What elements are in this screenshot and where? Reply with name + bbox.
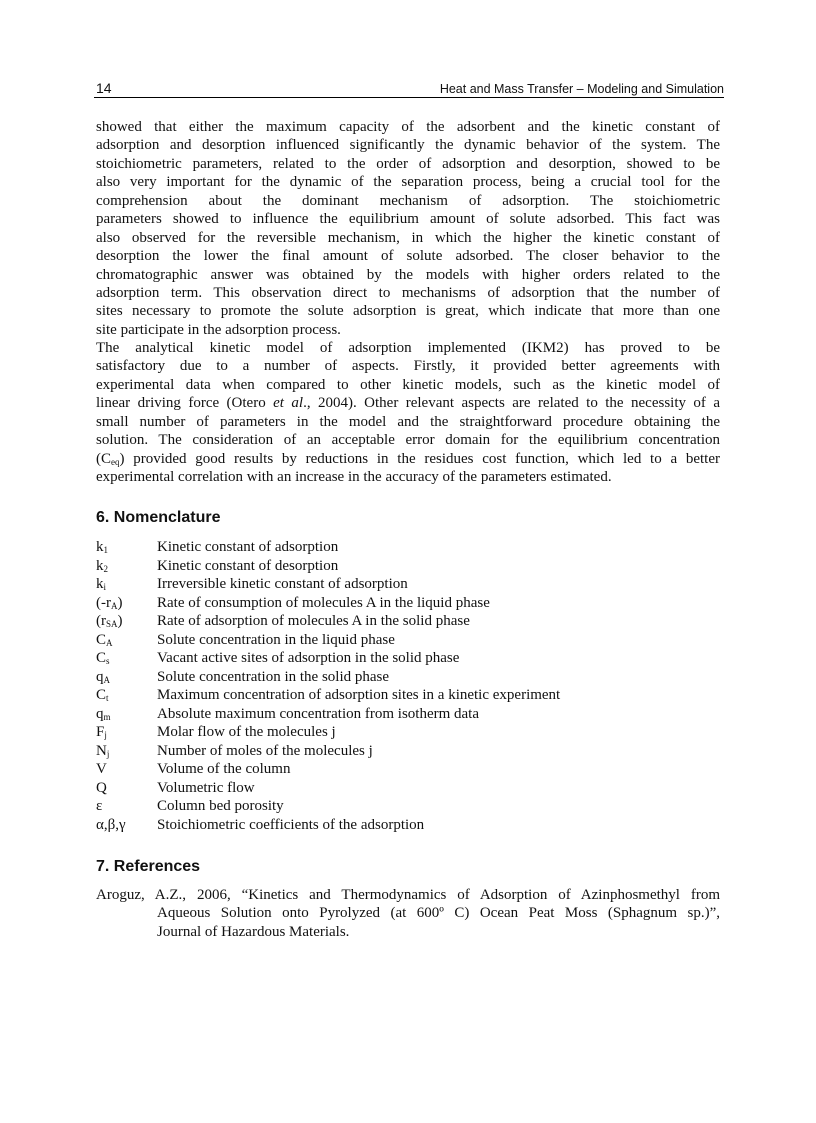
symbol-description: Maximum concentration of adsorption sites in a kinetic experiment xyxy=(157,687,561,703)
text-line xyxy=(96,431,720,449)
symbol-base: C xyxy=(96,650,107,666)
text-segment: showed that either the maximum capacity of the adsorbent and the kinetic constant of xyxy=(96,119,720,135)
reference-entry xyxy=(96,886,720,941)
text-line xyxy=(96,284,720,302)
nomenclature-item xyxy=(96,779,560,798)
text-line xyxy=(96,266,720,284)
symbol-base: V xyxy=(96,761,107,777)
text-line xyxy=(96,394,720,412)
header-rule xyxy=(94,97,724,98)
nomenclature-item xyxy=(96,760,560,779)
symbol-base: ε xyxy=(96,798,103,814)
symbol-base: (r xyxy=(96,613,106,629)
page-number: 14 xyxy=(96,80,112,96)
symbol-description: Volume of the column xyxy=(157,761,291,777)
symbol-base: q xyxy=(96,668,104,685)
symbol-subscript: A xyxy=(111,600,118,611)
text-segment: linear driving force (Otero xyxy=(96,395,274,412)
text-line xyxy=(96,376,720,394)
symbol-subscript: i xyxy=(103,582,107,592)
symbol-subscript: j xyxy=(104,730,107,740)
text-segment: adsorption term. This observation direct to mechanisms of adsorption that the number of xyxy=(96,284,720,301)
symbol-tail: ) xyxy=(117,613,123,629)
symbol-description: Absolute maximum concentration from isotherm data xyxy=(157,705,480,722)
text-line xyxy=(96,413,720,431)
nomenclature-item xyxy=(96,816,560,835)
text-line xyxy=(96,136,720,154)
nomenclature-item xyxy=(96,723,560,742)
reference-line: Aqueous Solution onto Pyrolyzed (at 600º C) Ocean Peat Moss (Sphagnum sp.)”, xyxy=(157,905,720,922)
nomenclature-item xyxy=(96,686,560,705)
symbol-description: Molar flow of the molecules j xyxy=(157,724,336,740)
symbol-description: Solute concentration in the liquid phase xyxy=(157,631,395,648)
symbol-subscript: 1 xyxy=(103,545,108,555)
reference-line: Journal of Hazardous Materials. xyxy=(157,923,350,940)
symbol-description: Rate of consumption of molecules A in the liquid phase xyxy=(157,594,490,611)
text-line xyxy=(96,118,720,136)
text-segment: also observed for the reversible mechanism, in which the higher the kinetic constant of xyxy=(96,229,720,246)
nomenclature-item xyxy=(96,705,560,724)
text-segment: experimental correlation with an increase in the accuracy of the parameters estimated. xyxy=(96,469,612,486)
symbol xyxy=(96,557,157,576)
subscript: eq xyxy=(111,456,120,467)
text-segment: stoichiometric parameters, related to the order of adsorption and desorption, showed to be xyxy=(96,155,720,172)
text-segment: satisfactory due to a number of aspects. Firstly, it provided better agreements with xyxy=(96,358,720,375)
nomenclature-list xyxy=(96,538,560,834)
section-heading-references: 7. References xyxy=(96,858,201,875)
symbol-description: Solute concentration in the solid phase xyxy=(157,668,390,685)
text-segment: also very important for the dynamic of the separation process, being a crucial tool for the xyxy=(96,174,720,191)
symbol xyxy=(96,760,157,779)
symbol xyxy=(96,723,157,742)
nomenclature-item xyxy=(96,797,560,816)
symbol xyxy=(96,686,157,705)
nomenclature-item xyxy=(96,612,560,631)
nomenclature-item xyxy=(96,538,560,557)
nomenclature-item xyxy=(96,594,560,613)
nomenclature-item xyxy=(96,557,560,576)
text-segment: desorption the lower the final amount of solute adsorbed. The closer behavior to the xyxy=(96,248,720,265)
text-line xyxy=(96,229,720,247)
symbol-subscript: A xyxy=(103,674,110,685)
text-segment: parameters showed to influence the equilibrium amount of solute adsorbed. This fact was xyxy=(96,211,720,228)
text-segment: sites necessary to promote the solute adsorption is great, which indicate that more than one xyxy=(96,303,720,320)
body-paragraph xyxy=(96,339,720,487)
symbol xyxy=(96,705,157,724)
symbol-base: k xyxy=(96,539,104,555)
symbol-description: Number of moles of the molecules j xyxy=(157,742,373,759)
text-line xyxy=(96,192,720,210)
text-line xyxy=(96,450,720,468)
symbol-description: Rate of adsorption of molecules A in the solid phase xyxy=(157,613,470,629)
text-line xyxy=(96,339,720,357)
symbol-tail: ) xyxy=(117,594,123,611)
symbol xyxy=(96,742,157,761)
text-line xyxy=(96,247,720,265)
running-title: Heat and Mass Transfer – Modeling and Simulation xyxy=(439,82,724,96)
symbol-subscript: SA xyxy=(106,619,118,629)
symbol-description: Column bed porosity xyxy=(157,798,284,814)
reference-list xyxy=(96,886,720,941)
text-line xyxy=(96,210,720,228)
text-segment: site participate in the adsorption process. xyxy=(96,321,341,338)
nomenclature-item xyxy=(96,575,560,594)
symbol-base: N xyxy=(96,742,107,759)
text-line xyxy=(96,302,720,320)
text-segment: (C xyxy=(96,450,111,467)
section-heading-nomenclature: 6. Nomenclature xyxy=(96,509,221,526)
symbol xyxy=(96,575,157,594)
symbol-subscript: j xyxy=(106,748,110,759)
text-segment: ) provided good results by reductions in the residues cost function, which led to a better xyxy=(119,450,720,467)
symbol-base: k xyxy=(96,576,104,592)
symbol-base: α,β,γ xyxy=(96,816,126,833)
symbol-description: Vacant active sites of adsorption in the solid phase xyxy=(157,650,460,666)
text-line xyxy=(96,468,720,486)
symbol-base: C xyxy=(96,687,107,703)
symbol xyxy=(96,631,157,650)
symbol-description: Volumetric flow xyxy=(157,779,255,796)
reference-line: Aroguz, A.Z., 2006, “Kinetics and Thermodynamics of Adsorption of Azinphosmethyl from xyxy=(96,887,720,903)
symbol xyxy=(96,649,157,668)
symbol xyxy=(96,779,157,798)
symbol-description: Irreversible kinetic constant of adsorption xyxy=(157,576,408,592)
text-line xyxy=(96,321,720,339)
nomenclature-item xyxy=(96,668,560,687)
symbol-base: C xyxy=(96,631,107,648)
symbol xyxy=(96,538,157,557)
nomenclature-item xyxy=(96,631,560,650)
symbol-subscript: s xyxy=(106,656,110,666)
symbol-base: (-r xyxy=(96,594,111,611)
symbol-base: q xyxy=(96,705,104,722)
symbol-base: F xyxy=(96,724,105,740)
italic-text: et al xyxy=(273,395,304,412)
text-segment: chromatographic answer was obtained by the models with higher orders related to the xyxy=(96,266,720,283)
symbol xyxy=(96,612,157,631)
symbol-description: Stoichiometric coefficients of the adsorption xyxy=(157,816,425,833)
text-segment: comprehension about the dominant mechanism of adsorption. The stoichiometric xyxy=(96,192,720,209)
body-paragraph xyxy=(96,118,720,339)
nomenclature-item xyxy=(96,649,560,668)
symbol-base: k xyxy=(96,557,104,574)
symbol-subscript: 2 xyxy=(103,563,108,574)
text-segment: adsorption and desorption influenced significantly the dynamic behavior of the system. The xyxy=(96,137,720,154)
text-segment: The analytical kinetic model of adsorption implemented (IKM2) has proved to be xyxy=(96,340,720,356)
symbol xyxy=(96,797,157,816)
symbol xyxy=(96,816,157,835)
text-segment: experimental data when compared to other kinetic models, such as the kinetic model of xyxy=(96,376,720,393)
text-line xyxy=(96,357,720,375)
nomenclature-item xyxy=(96,742,560,761)
symbol-subscript: A xyxy=(106,637,113,648)
symbol xyxy=(96,668,157,687)
symbol-base: Q xyxy=(96,779,107,796)
symbol xyxy=(96,594,157,613)
text-line xyxy=(96,173,720,191)
symbol-description: Kinetic constant of desorption xyxy=(157,557,339,574)
symbol-subscript: t xyxy=(106,693,109,703)
text-segment: ., 2004). Other relevant aspects are related to the necessity of a xyxy=(303,395,720,412)
text-line xyxy=(96,155,720,173)
text-segment: solution. The consideration of an acceptable error domain for the equilibrium concentration xyxy=(96,432,720,449)
symbol-subscript: m xyxy=(103,711,111,722)
symbol-description: Kinetic constant of adsorption xyxy=(157,539,339,555)
text-segment: small number of parameters in the model and the straightforward procedure obtaining the xyxy=(96,413,720,430)
